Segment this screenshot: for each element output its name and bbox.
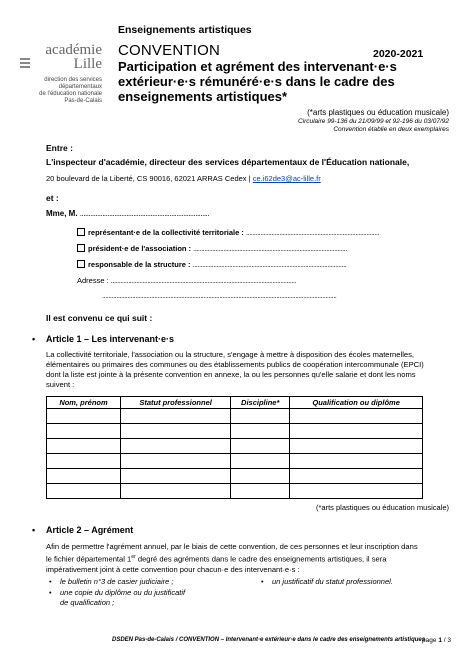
option-structure xyxy=(77,260,346,269)
et-label: et : xyxy=(46,193,59,203)
table-cell[interactable] xyxy=(47,439,121,454)
intervenants-table xyxy=(46,396,423,499)
table-row xyxy=(47,424,423,439)
table-cell[interactable] xyxy=(231,469,290,484)
list-item-text: un justificatif du statut professionnel. xyxy=(272,577,393,586)
column-header: Nom, prénom xyxy=(47,397,121,409)
option-association xyxy=(77,244,347,253)
bullet-icon: • xyxy=(32,334,36,344)
article2-paragraph xyxy=(46,542,418,575)
table-cell[interactable] xyxy=(290,454,423,469)
table-cell[interactable] xyxy=(47,424,121,439)
table-footnote: (*arts plastiques ou éducation musicale) xyxy=(316,503,449,512)
list-item xyxy=(49,588,186,608)
list-item xyxy=(261,577,393,587)
table-row xyxy=(47,469,423,484)
paragraph-fragment: degré des agréments dans le cadre des enseignements artistiques, il sera xyxy=(135,554,387,564)
adresse-label: Adresse : xyxy=(77,276,109,285)
dsden-address xyxy=(46,174,321,183)
paragraph-line: suivent : xyxy=(46,380,75,389)
logo-lille: Lille xyxy=(73,56,102,72)
bullet-icon: • xyxy=(261,577,264,586)
inspecteur-line: L'inspecteur d'académie, directeur des services départementaux de l'Éducation nationale, xyxy=(46,157,410,167)
page-total: / 3 xyxy=(441,637,451,644)
circulaire-line: Circulaire 99-136 du 21/09/99 et 92-196 du 03/07/92 xyxy=(297,118,449,125)
article2-title: Article 2 – Agrément xyxy=(46,525,134,535)
table-cell[interactable] xyxy=(290,424,423,439)
list-item-text: une copie du diplôme ou du justificatif xyxy=(60,588,186,597)
table-cell[interactable] xyxy=(290,469,423,484)
mme-m-label: Mme, M. xyxy=(46,209,78,218)
logo-academie: académie xyxy=(45,42,102,58)
table-row xyxy=(47,409,423,424)
school-year: 2020-2021 xyxy=(373,48,424,60)
table-cell[interactable] xyxy=(231,439,290,454)
option-collectivite xyxy=(77,228,379,237)
convenu-heading: Il est convenu ce qui suit : xyxy=(46,313,153,323)
table-cell[interactable] xyxy=(47,409,121,424)
table-cell[interactable] xyxy=(120,424,230,439)
adresse-field-line2 xyxy=(102,291,336,300)
table-row xyxy=(47,454,423,469)
checkbox[interactable] xyxy=(77,244,85,252)
table-cell[interactable] xyxy=(231,454,290,469)
option-dots[interactable]: ................................................................................................. xyxy=(193,244,347,253)
table-cell[interactable] xyxy=(120,469,230,484)
circulaire-reference xyxy=(298,118,449,134)
logo-sub-line: de l'éducation nationale xyxy=(39,91,102,97)
article1-heading xyxy=(32,334,175,344)
paragraph-line: impérativement joint à cette convention pour chacun·e des intervenant·e·s : xyxy=(46,564,300,574)
table-cell[interactable] xyxy=(120,454,230,469)
paragraph-line: dont la liste est jointe à la présente convention en annexe, la ou les personnes qu'elle salarie et dont les noms xyxy=(46,370,416,379)
table-cell[interactable] xyxy=(231,424,290,439)
table-cell[interactable] xyxy=(290,484,423,499)
table-cell[interactable] xyxy=(120,484,230,499)
page-current: 1 xyxy=(438,637,442,644)
column-header: Discipline* xyxy=(231,397,290,409)
table-cell[interactable] xyxy=(290,439,423,454)
entre-label: Entre : xyxy=(46,143,73,153)
bullet-icon: • xyxy=(49,588,52,597)
column-header: Qualification ou diplôme xyxy=(290,397,423,409)
document-title: Participation et agrément des intervenant·e·s extérieur·e·s rémunéré·e·s dans le cadre des enseignements artistiques* xyxy=(118,59,397,104)
option-label: responsable de la structure : xyxy=(88,260,191,269)
table-cell[interactable] xyxy=(120,439,230,454)
table-cell[interactable] xyxy=(231,484,290,499)
checkbox[interactable] xyxy=(77,228,85,236)
adresse-dots[interactable]: .................................................................................................................................................... xyxy=(102,291,337,300)
logo-subtitle xyxy=(20,77,102,105)
arts-note: (*arts plastiques ou éducation musicale) xyxy=(307,108,449,117)
table-cell[interactable] xyxy=(47,484,121,499)
list-item xyxy=(49,577,174,587)
table-cell[interactable] xyxy=(290,409,423,424)
list-item-text: de qualification ; xyxy=(60,598,115,607)
email-link[interactable]: ce.i62de3@ac-lille.fr xyxy=(252,174,321,183)
article1-title: Article 1 – Les intervenant·e·s xyxy=(46,334,175,344)
table-cell[interactable] xyxy=(231,409,290,424)
option-label: président·e de l'association : xyxy=(88,244,192,253)
adresse-dots[interactable]: ..................................................................................................................... xyxy=(110,276,297,285)
section-heading: Enseignements artistiques xyxy=(118,24,252,36)
table-cell[interactable] xyxy=(47,469,121,484)
paragraph-line: La collectivité territoriale, l'association ou la structure, s'engage à mettre à disposition des écoles maternelles, xyxy=(46,350,415,359)
adresse-field xyxy=(77,276,296,285)
paragraph-fragment: le fichier départemental 1 xyxy=(46,554,132,564)
list-item-text: le bulletin n°3 de casier judiciaire ; xyxy=(60,577,174,586)
logo-sub-line: direction des services xyxy=(44,77,102,83)
mme-m-dots[interactable]: ........................................................................... xyxy=(79,209,209,218)
table-header-row xyxy=(47,397,423,409)
exemplaires-line: Convention établie en deux exemplaires xyxy=(333,126,449,133)
page-prefix: page xyxy=(422,637,439,644)
logo-sub-line: Pas-de-Calais xyxy=(64,98,102,104)
checkbox[interactable] xyxy=(77,260,85,268)
paragraph-line xyxy=(46,552,418,565)
table-row xyxy=(47,484,423,499)
paragraph-line: élémentaires ou primaires des communes ou des établissements publics de coopération intercommunale (EPCI) xyxy=(46,360,424,369)
logo-bars-icon xyxy=(20,58,30,72)
option-dots[interactable]: ................................................................................................. xyxy=(192,260,347,269)
superscript: er xyxy=(131,554,136,560)
table-cell[interactable] xyxy=(47,454,121,469)
page-number xyxy=(422,637,451,644)
column-header: Statut professionnel xyxy=(120,397,230,409)
article2-heading xyxy=(32,525,134,535)
table-row xyxy=(47,439,423,454)
convention-heading: CONVENTION xyxy=(118,42,221,59)
bullet-icon: • xyxy=(49,577,52,586)
option-label: représentant·e de la collectivité territoriale : xyxy=(88,228,244,237)
logo-sub-line: départementaux xyxy=(58,84,102,90)
page-footer: DSDEN Pas-de-Calais / CONVENTION – Intervenant·e extérieur·e dans le cadre des enseignements artistiques xyxy=(112,637,426,643)
table-cell[interactable] xyxy=(120,409,230,424)
article1-paragraph xyxy=(46,350,424,390)
paragraph-line: Afin de permettre l'agrément annuel, par le biais de cette convention, de ces personnes et leur inscription dans xyxy=(46,542,418,551)
address-text: 20 boulevard de la Liberté, CS 90016, 62021 ARRAS Cedex | xyxy=(46,174,251,183)
bullet-icon: • xyxy=(32,525,36,535)
mme-m-field xyxy=(46,209,209,218)
academie-logo xyxy=(20,43,102,105)
option-dots[interactable]: .................................................................................... xyxy=(245,228,380,237)
